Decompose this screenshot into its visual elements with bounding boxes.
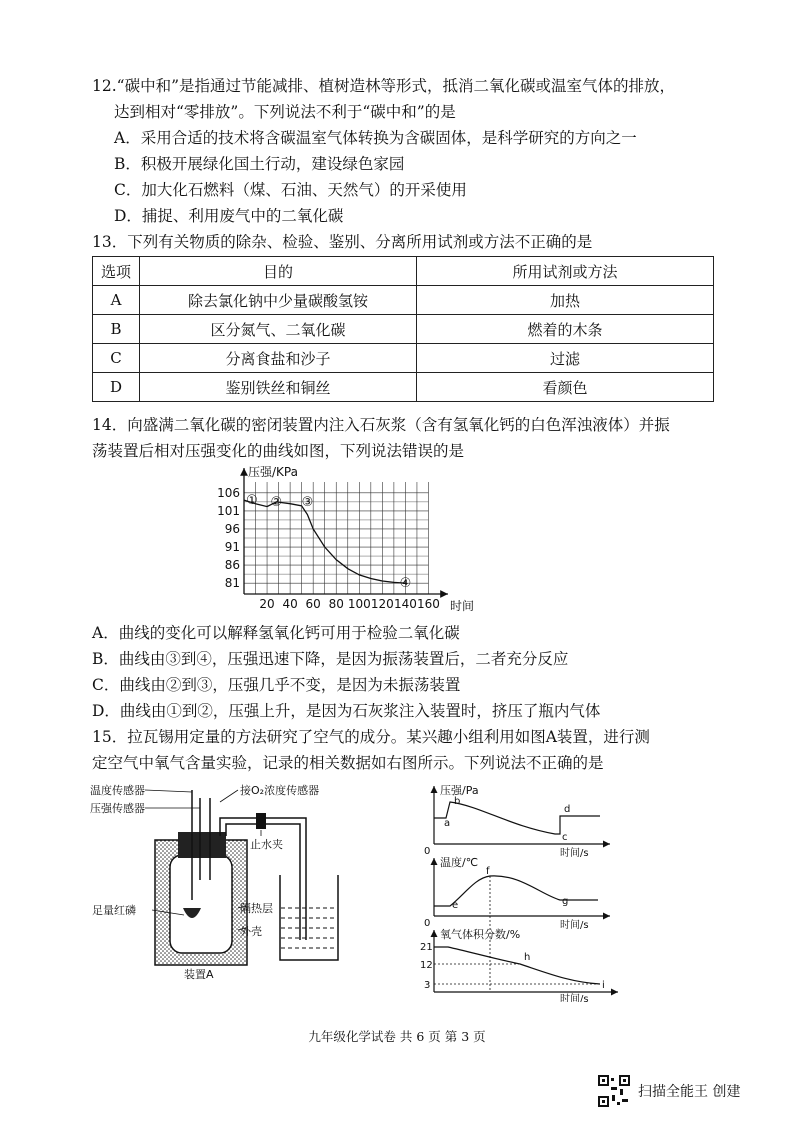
y-tick-label: 81 (224, 576, 240, 591)
q15-stem-line1: 15．拉瓦锡用定量的方法研究了空气的成分。某兴趣小组利用如图A装置，进行测 (92, 728, 650, 746)
y-tick-label: 101 (217, 503, 240, 518)
label-insulation: 隔热层 (240, 902, 273, 915)
graph-pressure (424, 784, 610, 859)
label-phosphorus: 足量红磷 (92, 904, 136, 917)
q14-stem-line2: 荡装置后相对压强变化的曲线如图，下列说法错误的是 (92, 442, 465, 460)
q13-stem: 13．下列有关物质的除杂、检验、鉴别、分离所用试剂或方法不正确的是 (92, 233, 593, 251)
graph2-curve (434, 876, 598, 906)
cell-purpose: 区分氮气、二氧化碳 (140, 315, 417, 344)
curve-point-label: ① (246, 493, 258, 509)
cell-method: 看颜色 (417, 373, 714, 402)
y-tick-label: 106 (217, 485, 240, 500)
point-e: e (452, 900, 459, 911)
page-footer: 九年级化学试卷 共 6 页 第 3 页 (308, 1029, 486, 1044)
curve-point-label: ② (270, 494, 283, 510)
x-tick-label: 60 (305, 597, 321, 611)
point-g: g (562, 896, 569, 907)
table-header-row (93, 257, 714, 286)
point-c: c (562, 832, 568, 843)
label-clamp: 止水夹 (250, 838, 283, 851)
x-tick-label: 140 (393, 597, 417, 611)
y-tick-label: 96 (224, 521, 240, 536)
graph2-origin: 0 (424, 918, 431, 929)
ytick-12: 12 (420, 960, 433, 971)
table-row (93, 315, 714, 344)
point-i: i (602, 980, 605, 991)
x-tick-label: 120 (370, 597, 394, 611)
x-tick-label: 160 (417, 597, 440, 611)
point-f: f (486, 866, 490, 877)
pressure-chart (200, 460, 490, 620)
point-b: b (454, 796, 461, 807)
q13-table (92, 256, 714, 402)
rubber-stopper (178, 832, 226, 858)
graph2-ylabel: 温度/℃ (440, 856, 479, 869)
label-o2-sensor: 接O₂浓度传感器 (240, 784, 320, 797)
point-a: a (444, 818, 451, 829)
y-tick-label: 86 (224, 558, 240, 573)
graph1-xlabel: 时间/s (560, 848, 589, 859)
cell-option: D (93, 373, 140, 402)
inner-flask (170, 855, 232, 953)
graph-temperature (424, 855, 610, 992)
header-method: 所用试剂或方法 (417, 257, 714, 286)
x-tick-label: 40 (282, 597, 298, 611)
cell-purpose: 分离食盐和沙子 (140, 344, 417, 373)
q12-stem-line2: 达到相对“零排放”。下列说法不利于“碳中和”的是 (114, 103, 456, 121)
label-shell: 外壳 (240, 925, 262, 938)
cell-purpose: 鉴别铁丝和铜丝 (140, 373, 417, 402)
header-option: 选项 (93, 257, 140, 286)
cell-method: 燃着的木条 (417, 315, 714, 344)
table-row (93, 344, 714, 373)
ytick-3: 3 (424, 980, 431, 991)
qr-code-icon (598, 1075, 630, 1107)
cell-method: 加热 (417, 286, 714, 315)
curve-point-label: ④ (399, 576, 412, 592)
cell-option: A (93, 286, 140, 315)
cell-option: C (93, 344, 140, 373)
cell-purpose: 除去氯化钠中少量碳酸氢铵 (140, 286, 417, 315)
apparatus-a-diagram (80, 780, 400, 980)
x-tick-label: 20 (259, 597, 275, 611)
cell-option: B (93, 315, 140, 344)
q12-option-b: B．积极开展绿化国土行动，建设绿色家园 (114, 155, 405, 173)
q15-stem-line2: 定空气中氧气含量实验，记录的相关数据如右图所示。下列说法不正确的是 (92, 754, 604, 772)
ytick-21: 21 (420, 942, 433, 953)
table-row (93, 286, 714, 315)
label-pressure-sensor: 压强传感器 (90, 802, 145, 815)
table-row (93, 373, 714, 402)
chart-annotations (246, 493, 411, 591)
graph3-ylabel: 氧气体积分数/% (440, 928, 521, 941)
graph3-curve (434, 947, 600, 984)
graph-oxygen (420, 927, 618, 1002)
scanner-brand: 扫描全能王 创建 (638, 1084, 741, 1100)
y-tick-label: 91 (224, 540, 240, 555)
q12-stem-line1: 12.“碳中和”是指通过节能减排、植树造林等形式，抵消二氧化碳或温室气体的排放， (92, 77, 676, 95)
point-d: d (564, 804, 571, 815)
q14-option-a: A．曲线的变化可以解释氢氧化钙可用于检验二氧化碳 (92, 624, 460, 642)
q14-option-c: C．曲线由②到③，压强几乎不变，是因为未振荡装置 (92, 676, 461, 694)
apparatus-caption: 装置A (184, 968, 214, 980)
q12-option-a: A．采用合适的技术将含碳温室气体转换为含碳固体，是科学研究的方向之一 (114, 129, 637, 147)
point-h: h (524, 952, 531, 963)
y-axis-label: 压强/KPa (248, 465, 298, 479)
x-axis-label: 时间 (450, 599, 475, 613)
q14-option-d: D．曲线由①到②，压强上升，是因为石灰浆注入装置时，挤压了瓶内气体 (92, 702, 601, 720)
header-purpose: 目的 (140, 257, 417, 286)
graph1-ylabel: 压强/Pa (440, 784, 479, 797)
q12-option-c: C．加大化石燃料（煤、石油、天然气）的开采使用 (114, 181, 467, 199)
chart-axes (244, 468, 448, 594)
graph3-xlabel: 时间/s (560, 994, 589, 1002)
q15-graphs (420, 782, 620, 1002)
graph1-origin: 0 (424, 846, 431, 857)
q14-option-b: B．曲线由③到④，压强迅速下降，是因为振荡装置后，二者充分反应 (92, 650, 569, 668)
x-tick-label: 80 (328, 597, 344, 611)
q12-option-d: D．捕捉、利用废气中的二氧化碳 (114, 207, 344, 225)
water-clamp (256, 813, 266, 829)
cell-method: 过滤 (417, 344, 714, 373)
label-temp-sensor: 温度传感器 (90, 784, 145, 797)
graph2-xlabel: 时间/s (560, 920, 589, 931)
x-tick-label: 100 (347, 597, 371, 611)
curve-point-label: ③ (301, 494, 314, 510)
q14-stem-line1: 14．向盛满二氧化碳的密闭装置内注入石灰浆（含有氢氧化钙的白色浑浊液体）并振 (92, 416, 670, 434)
